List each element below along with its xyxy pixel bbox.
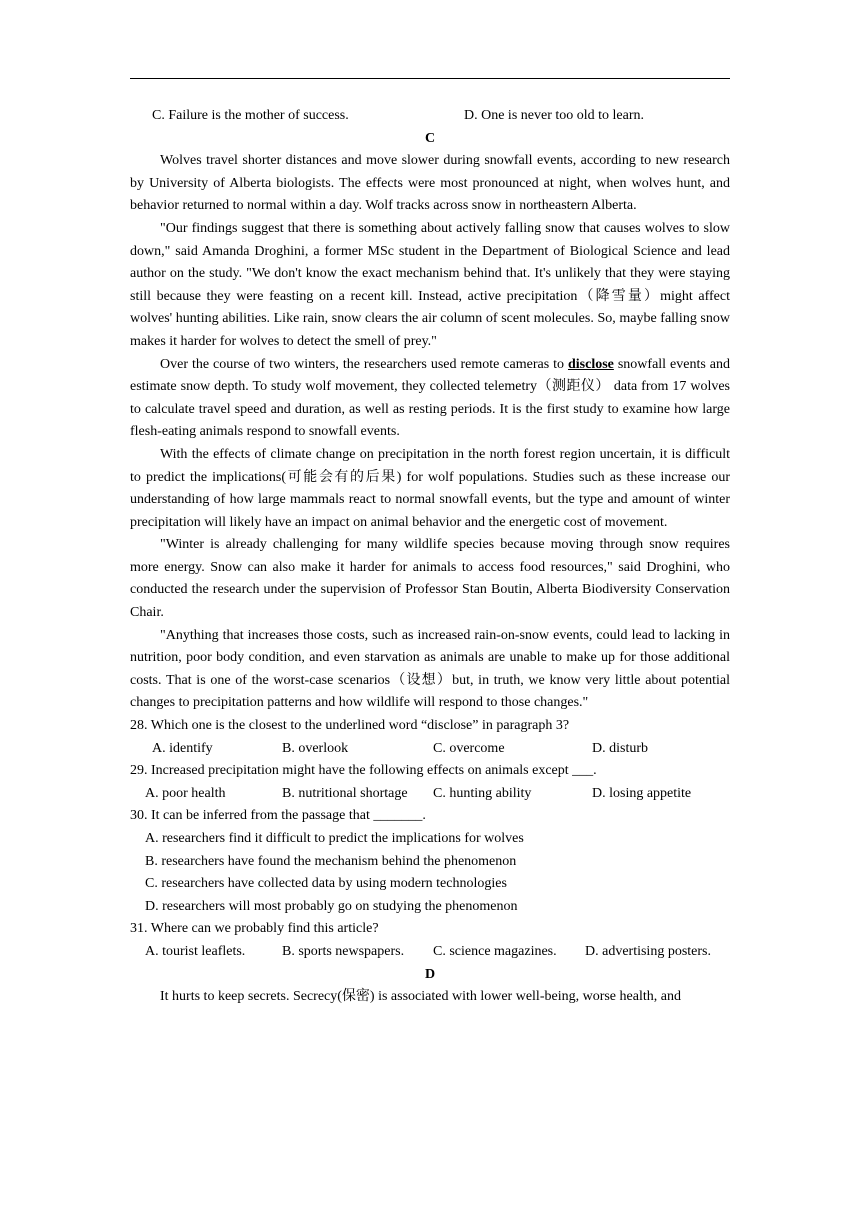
q28-option-c: C. overcome [433, 740, 505, 756]
question-29-options [130, 783, 730, 806]
q28-option-a: A. identify [152, 740, 213, 756]
q29-option-c: C. hunting ability [433, 785, 532, 801]
q31-option-a: A. tourist leaflets. [145, 943, 246, 959]
paragraph-5: "Winter is already challenging for many wildlife species because moving through snow requires more energy. Snow can also make it harder for animals to access food resources," said Droghini, who conducted the research under the supervision of Professor Stan Boutin, Alberta Biodiversity Conservation Chair. [130, 537, 730, 621]
paragraph-6: "Anything that increases those costs, such as increased rain-on-snow events, could lead to lacking in nutrition, poor body condition, and even starvation as animals are unable to make up for those additional costs. That is one of the worst-case scenarios（设想）but, in truth, we know very little about potential changes to precipitation patterns and how wildlife will respond to those changes." [130, 627, 730, 711]
option-c: C. Failure is the mother of success. [152, 108, 349, 123]
question-31-options [130, 941, 730, 964]
option-d: D. One is never too old to learn. [464, 108, 645, 123]
previous-options [130, 105, 730, 128]
question-28-options [130, 738, 730, 761]
q28-option-d: D. disturb [592, 740, 648, 756]
paragraph-3-text-after: snowfall events and estimate snow depth. To study wolf movement, they collected telemetry（测距仪） data from 17 wolves to calculate travel speed and duration, as well as resting periods. It is the first study to examine how large flesh-eating animals respond to snowfall events. [130, 356, 730, 440]
q30-option-c: C. researchers have collected data by using modern technologies [145, 876, 507, 892]
paragraph-3 [130, 354, 730, 444]
paragraph-1: Wolves travel shorter distances and move slower during snowfall events, according to new research by University of Alberta biologists. The effects were most pronounced at night, when wolves hunt, and behavior returned to normal within a day. Wolf tracks across snow in northeastern Alberta. [130, 153, 730, 214]
paragraph-3-text-before: Over the course of two winters, the researchers used remote cameras to [160, 356, 568, 372]
section-d-paragraph-1: It hurts to keep secrets. Secrecy(保密) is associated with lower well-being, worse health, and [160, 989, 681, 1005]
paragraph-4: With the effects of climate change on precipitation in the north forest region uncertain, it is difficult to predict the implications(可能会有的后果) for wolf populations. Studies such as these increase our understanding of how large mammals react to normal snowfall events, but the type and amount of winter precipitation will likely have an impact on animal behavior and the energetic cost of movement. [130, 446, 730, 530]
document-page [130, 105, 730, 1009]
q31-option-d: D. advertising posters. [585, 943, 711, 959]
question-31-stem: 31. Where can we probably find this article? [130, 921, 379, 937]
q30-option-a: A. researchers find it difficult to predict the implications for wolves [145, 831, 524, 846]
question-30-stem: 30. It can be inferred from the passage that _______. [130, 808, 426, 824]
section-d-heading: D [424, 966, 436, 982]
q29-option-d: D. losing appetite [592, 785, 692, 801]
q29-option-a: A. poor health [145, 785, 226, 801]
question-29-stem: 29. Increased precipitation might have the following effects on animals except ___. [130, 763, 597, 779]
paragraph-2: "Our findings suggest that there is something about actively falling snow that causes wolves to slow down," said Amanda Droghini, a former MSc student in the Department of Biological Science and lead author on the study. "We don't know the exact mechanism behind that. It's unlikely that they were staying still because they were feasting on a recent kill. Instead, active precipitation（降雪量）might affect wolves' hunting abilities. Like rain, snow clears the air column of scent molecules. So, maybe falling snow makes it harder for wolves to detect the smell of prey." [130, 220, 730, 349]
question-28-stem: 28. Which one is the closest to the underlined word “disclose” in paragraph 3? [130, 718, 570, 734]
q30-option-b: B. researchers have found the mechanism behind the phenomenon [145, 853, 517, 869]
section-c-heading: C [424, 130, 436, 146]
q31-option-c: C. science magazines. [433, 943, 557, 959]
q30-option-d: D. researchers will most probably go on studying the phenomenon [145, 898, 518, 914]
q29-option-b: B. nutritional shortage [282, 785, 408, 801]
underlined-word-disclose: disclose [568, 356, 614, 372]
q31-option-b: B. sports newspapers. [282, 943, 405, 959]
header-rule [130, 78, 730, 79]
q28-option-b: B. overlook [282, 740, 349, 756]
